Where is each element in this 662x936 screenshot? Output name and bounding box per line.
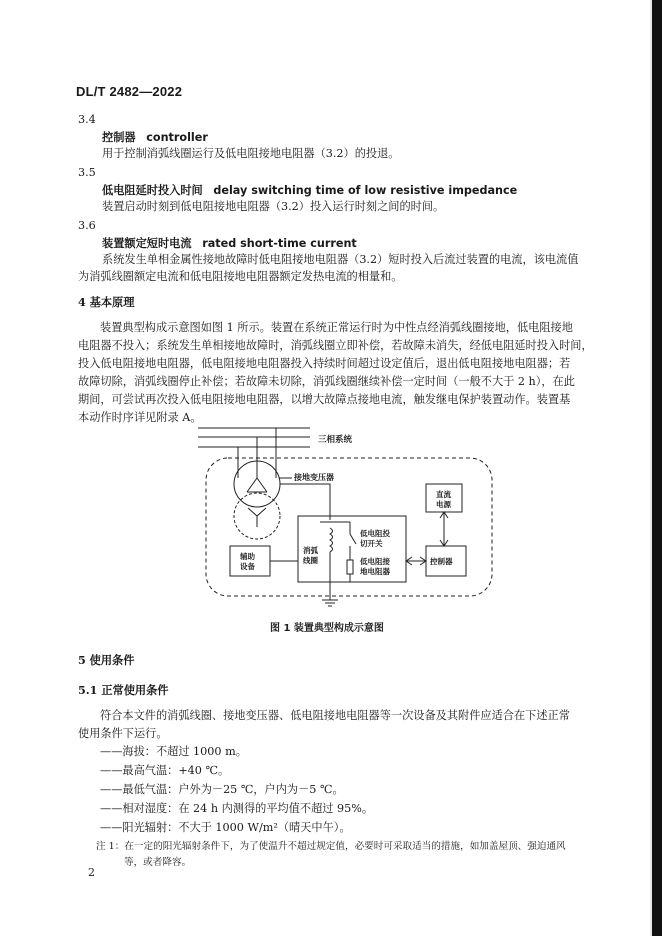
term-definition: 装置启动时刻到低电阻接地电阻器（3.2）投入运行时刻之间的时间。 (102, 200, 445, 213)
paragraph-line: 故障切除，消弧线圈停止补偿；若故障未切除，消弧线圈继续补偿一定时间（一般不大于 2 h），在此 (78, 375, 575, 388)
delta-symbol (247, 478, 267, 492)
label-three-phase: 三相系统 (318, 435, 353, 445)
auxiliary-equipment-box (230, 546, 270, 576)
clause-number: 3.6 (78, 219, 96, 232)
clause-number: 3.4 (78, 113, 96, 126)
condition-item: ——相对湿度：在 24 h 内测得的平均值不超过 95%。 (100, 802, 374, 815)
paragraph-line: 投入低电阻接地电阻器，低电阻接地电阻器投入持续时间超过设定值后，退出低电阻接地电阻器；若 (78, 357, 571, 370)
term-definition-line: 系统发生单相金属性接地故障时低电阻接地电阻器（3.2）短时投入后流过装置的电流，该电流值 (102, 253, 579, 266)
paragraph-line: 符合本文件的消弧线圈、接地变压器、低电阻接地电阻器等一次设备及其附件应适合在下述正常 (100, 709, 570, 722)
wye-symbol (248, 508, 266, 527)
paragraph-line: 本动作时序详见附录 A。 (78, 411, 202, 424)
section-title: 5 使用条件 (78, 653, 135, 667)
term-english: rated short-time current (202, 237, 357, 250)
note-line: 等，或者降容。 (124, 857, 192, 868)
label-controller: 控制器 (430, 557, 453, 566)
condition-item: ——最高气温：+40 ℃。 (100, 764, 230, 777)
term-definition: 用于控制消弧线圈运行及低电阻接地电阻器（3.2）的投退。 (102, 147, 400, 160)
subsection-title: 5.1 正常使用条件 (78, 683, 169, 697)
switch-blade (350, 534, 356, 544)
label-switch-1: 低电阻投 (360, 529, 390, 538)
term-chinese: 控制器 (102, 130, 136, 144)
device-enclosure (206, 458, 492, 596)
label-aux-2: 设备 (240, 562, 255, 571)
label-coil-1: 消弧 (303, 546, 318, 555)
label-resistor-1: 低电阻接 (360, 557, 390, 566)
term-chinese: 装置额定短时电流 (102, 236, 192, 250)
term-english: delay switching time of low resistive impedance (213, 184, 518, 197)
condition-item: ——阳光辐射：不大于 1000 W/m²（晴天中午）。 (100, 821, 351, 834)
paragraph-line: 期间，可尝试再次投入低电阻接地电阻器，以增大故障点接地电流，触发继电保护装置动作。装置基 (78, 393, 571, 406)
label-coil-2: 线圈 (303, 556, 318, 565)
clause-number: 3.5 (78, 166, 96, 179)
label-aux-1: 辅助 (240, 552, 255, 561)
label-dc-power-2: 电源 (436, 500, 451, 509)
arc-suppression-coil-symbol (330, 528, 333, 552)
term-english: controller (146, 131, 208, 144)
label-grounding-transformer: 接地变压器 (294, 473, 334, 482)
figure-caption: 图 1 装置典型构成示意图 (270, 623, 384, 634)
section-title: 4 基本原理 (78, 295, 135, 309)
term-chinese: 低电阻延时投入时间 (102, 183, 203, 197)
page-number: 2 (88, 866, 95, 879)
neutral-connection (280, 484, 330, 520)
term-definition-line: 为消弧线圈额定电流和低电阻接地电阻器额定发热电流的相量和。 (78, 270, 403, 283)
paragraph-line: 电阻器不投入；系统发生单相接地故障时，消弧线圈立即补偿，若故障未消失，经低电阻延时投入时间， (78, 339, 593, 352)
label-dc-power-1: 直流 (436, 490, 451, 499)
condition-item: ——最低气温：户外为－25 ℃，户内为－5 ℃。 (100, 783, 344, 796)
note-line: 注 1：在一定的阳光辐射条件下，为了使温升不超过规定值，必要时可采取适当的措施，如加盖屋顶、强迫通风 (96, 841, 566, 852)
condition-item: ——海拔：不超过 1000 m。 (100, 745, 247, 758)
resistor-symbol (347, 560, 353, 574)
paragraph-line: 装置典型构成示意图如图 1 所示。装置在系统正常运行时为中性点经消弧线圈接地，低电阻接地 (100, 321, 573, 334)
document-code: DL/T 2482—2022 (76, 84, 183, 99)
paragraph-line: 使用条件下运行。 (78, 727, 168, 740)
label-resistor-2: 地电阻器 (360, 567, 390, 576)
label-switch-2: 切开关 (360, 539, 383, 548)
